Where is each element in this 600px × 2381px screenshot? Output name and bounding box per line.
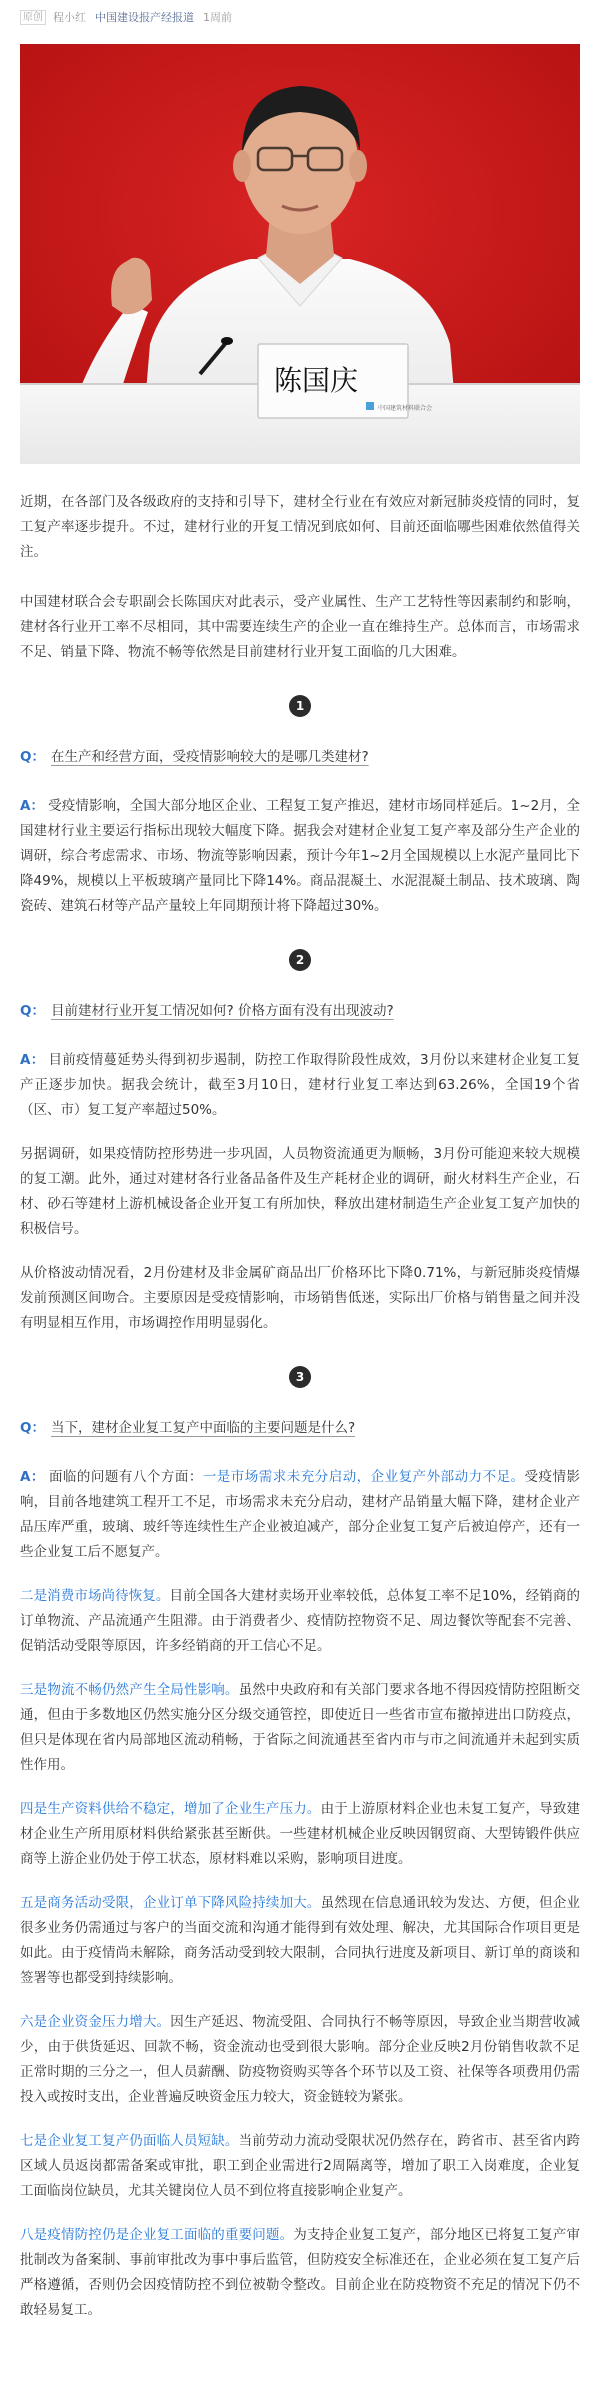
- section-number: 3: [20, 1366, 580, 1388]
- answer-text: 受疫情影响，全国大部分地区企业、工程复工复产推迟，建材市场同样延后。1~2月，全国建材行业主要运行指标出现较大幅度下降。据我会对建材企业复工复产率及部分生产企业的调研，综合考虑需求、市场、物流等影响因素，预计今年1~2月全国规模以上水泥产量同比下降49%，规模以上平板玻璃产量同比下降14%。商品混凝土、水泥混凝土制品、技术玻璃、陶瓷砖、建筑石材等产品产量较上年同期预计将下降超过30%。: [20, 798, 580, 914]
- article-meta: [20, 0, 580, 34]
- answer-label: A：: [20, 1469, 45, 1485]
- item-text: 当前劳动力流动受限状况仍然存在，跨省市、甚至省内跨区域人员返岗都需备案或审批，职工到企业需进行2周隔离等，增加了职工入岗难度，企业复工面临岗位缺员，尤其关键岗位人员不到位将直接影响企业复产。: [20, 2133, 581, 2199]
- answer-label: A：: [20, 798, 45, 814]
- problem-item: [20, 1797, 580, 1872]
- highlight-text: 八是疫情防控仍是企业复工面临的重要问题。: [20, 2227, 294, 2243]
- question: [20, 745, 580, 772]
- item-text: 目前全国各大建材卖场开业率较低，总体复工率不足10%，经销商的订单物流、产品流通产生阻滞。由于消费者少、疫情防控物资不足、周边餐饮等配套不完善、促销活动受限等原因，许多经销商的开工信心不足。: [20, 1588, 580, 1654]
- highlight-text: 七是企业复工复产仍面临人员短缺。: [20, 2133, 239, 2149]
- item-text: 虽然现在信息通讯较为发达、方便，但企业很多业务仍需通过与客户的当面交流和沟通才能得到有效处理、解决，尤其国际合作项目更是如此。由于疫情尚未解除，商务活动受到较大限制，合同执行进度及新项目、新订单的商谈和签署等也都受到持续影响。: [20, 1895, 581, 1986]
- answer-text: 面临的问题有八个方面：: [48, 1469, 203, 1485]
- problem-item: [20, 1891, 580, 1991]
- nameplate-org: 中国建筑材料联合会: [378, 405, 433, 412]
- highlight-text: 二是消费市场尚待恢复。: [20, 1588, 170, 1604]
- answer-label: A：: [20, 1052, 45, 1068]
- nameplate-text: 陈国庆: [273, 364, 359, 397]
- highlight-text: 一是市场需求未充分启动，企业复产外部动力不足。: [202, 1469, 525, 1485]
- question-label: Q：: [20, 1420, 45, 1436]
- problem-item: [20, 2223, 580, 2323]
- answer-paragraph: 从价格波动情况看，2月份建材及非金属矿商品出厂价格环比下降0.71%，与新冠肺炎疫情爆发前预测区间吻合。主要原因是受疫情影响，市场销售低迷，实际出厂价格与销售量之间并没有明显相互作用，市场调控作用明显弱化。: [20, 1265, 580, 1331]
- highlight-text: 三是物流不畅仍然产生全局性影响。: [20, 1682, 239, 1698]
- highlight-text: 五是商务活动受限，企业订单下降风险持续加大。: [20, 1895, 321, 1911]
- problem-item: [20, 2129, 580, 2204]
- intro-paragraph: 中国建材联合会专职副会长陈国庆对此表示，受产业属性、生产工艺特性等因素制约和影响，建材各行业开工率不尽相同，其中需要连续生产的企业一直在维持生产。总体而言，市场需求不足、销量下降、物流不畅等依然是目前建材行业开复工面临的几大困难。: [20, 594, 580, 660]
- answer: [20, 1048, 580, 1123]
- highlight-text: 六是企业资金压力增大。: [20, 2014, 171, 2030]
- question: [20, 999, 580, 1026]
- question: [20, 1416, 580, 1443]
- problem-item: [20, 1678, 580, 1778]
- publish-time: 1周前: [203, 11, 232, 24]
- speaker-photo: [20, 44, 580, 464]
- item-text: 为支持企业复工复产，部分地区已将复工复产审批制改为备案制、事前审批改为事中事后监管，但防疫安全标准还在，企业必须在复工复产后严格遵循，否则仍会因疫情防控不到位被勒令整改。目前企业在防疫物资不充足的情况下仍不敢轻易复工。: [20, 2227, 580, 2318]
- answer-paragraph: 另据调研，如果疫情防控形势进一步巩固，人员物资流通更为顺畅，3月份可能迎来较大规模的复工潮。此外，通过对建材各行业备品备件及生产耗材企业的调研，耐火材料生产企业，石材、砂石等建材上游机械设备企业开复工有所加快，释放出建材制造生产企业复工复产加快的积极信号。: [20, 1146, 580, 1237]
- answer-text: 受疫情影响，目前各地建筑工程开工不足，市场需求未充分启动，建材产品销量大幅下降，建材企业产品压库严重，玻璃、玻纤等连续性生产企业被迫减产，部分企业复工复产后被迫停产，还有一些企业复工后不愿复产。: [20, 1469, 581, 1560]
- item-text: 由于上游原材料企业也未复工复产，导致建材企业生产所用原材料供给紧张甚至断供。一些建材机械企业反映因钢贸商、大型铸锻件供应商等上游企业仍处于停工状态，原材料难以采购，影响项目进度。: [20, 1801, 581, 1867]
- item-text: 因生产延迟、物流受阻、合同执行不畅等原因，导致企业当期营收减少，由于供货延迟、回款不畅，资金流动也受到很大影响。部分企业反映2月份销售收款不足正常时期的三分之一，但人员薪酬、防疫物资购买等各个环节以及工资、社保等各项费用仍需投入或按时支出，企业普遍反映资金压力较大，资金链较为紧张。: [20, 2014, 581, 2105]
- answer: [20, 1465, 580, 1565]
- problem-item: [20, 2010, 580, 2110]
- problem-item: [20, 1584, 580, 1659]
- answer-text: 目前疫情蔓延势头得到初步遏制，防控工作取得阶段性成效，3月份以来建材企业复工复产正逐步加快。据我会统计，截至3月10日，建材行业复工率达到63.26%，全国19个省（区、市）复工复产率超过50%。: [20, 1052, 581, 1118]
- original-badge: 原创: [20, 10, 46, 25]
- section-number: 2: [20, 949, 580, 971]
- article-body: [20, 490, 580, 2323]
- question-label: Q：: [20, 749, 45, 765]
- highlight-text: 四是生产资料供给不稳定，增加了企业生产压力。: [20, 1801, 321, 1817]
- account-link[interactable]: 中国建设报产经报道: [95, 11, 194, 24]
- question-label: Q：: [20, 1003, 45, 1019]
- author-name: 程小红: [53, 11, 86, 24]
- question-text: 在生产和经营方面，受疫情影响较大的是哪几类建材?: [50, 749, 369, 765]
- question-text: 目前建材行业开复工情况如何? 价格方面有没有出现波动?: [50, 1003, 394, 1019]
- section-number: 1: [20, 695, 580, 717]
- intro-paragraph: 近期，在各部门及各级政府的支持和引导下，建材全行业在有效应对新冠肺炎疫情的同时，复工复产率逐步提升。不过，建材行业的开复工情况到底如何、目前还面临哪些困难依然值得关注。: [20, 494, 580, 560]
- item-text: 虽然中央政府和有关部门要求各地不得因疫情防控阻断交通，但由于多数地区仍然实施分区分级交通管控，即使近日一些省市宣布撤掉进出口防疫点，但只是体现在省内局部地区流动稍畅，于省际之间流通甚至省内市与市之间流通并未起到实质性作用。: [20, 1682, 581, 1773]
- answer: [20, 794, 580, 919]
- question-text: 当下，建材企业复工复产中面临的主要问题是什么?: [50, 1420, 356, 1436]
